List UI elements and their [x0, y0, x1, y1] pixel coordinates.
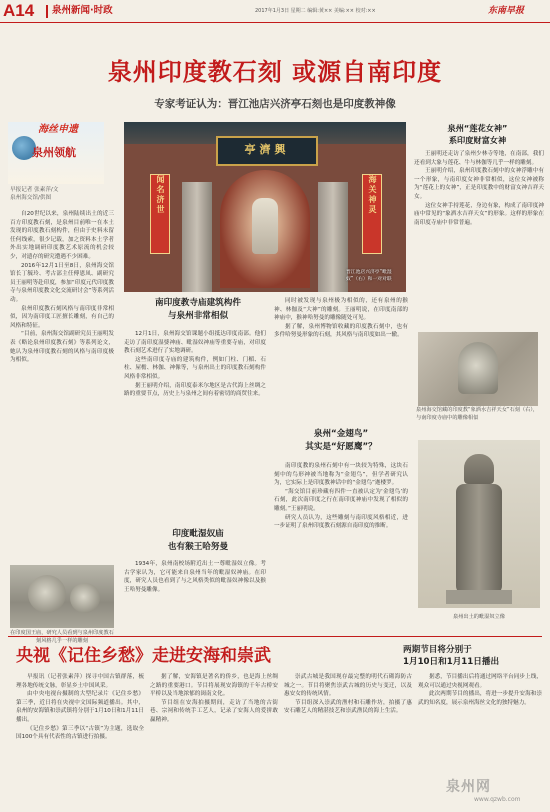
paragraph: 据悉，节目播出后将通过网络平台同步上线，观众可以通过央视网观看。: [418, 674, 542, 689]
promo-line-1: 海丝申遗: [38, 124, 78, 135]
byline: [10, 186, 110, 202]
series-promo-graphic: [8, 122, 104, 184]
photo-caption: 在印度国王庙，研究人员看到与泉州印度教石刻风格几乎一样的雕刻: [10, 630, 114, 644]
paragraph: 节目组深入崇武的渔村和石雕作坊，拍摄了惠安石雕艺人的精湛技艺和崇武渔民的海上生活。: [284, 699, 412, 715]
vishnu-statue-photo: [418, 440, 540, 608]
promo-line-2: 泉州领航: [32, 146, 76, 159]
header-divider: [46, 5, 48, 18]
left-column-body: [10, 210, 114, 562]
paragraph: 据王丽明介绍，南印度泰米尔地区是古代海上丝绸之路的重要节点，历史上与泉州之间有着密切的商贸往来。: [124, 382, 266, 398]
paragraph: 12月1日，泉州海交馆课题小组抵达印度南部。他们走访了南印度湿婆神庙、毗湿奴神庙等重要寺庙，对印度教石刻艺术进行了实地调研。: [124, 331, 266, 355]
dateline: 2017年1月3日 星期二 编辑:黄×× 美编:×× 校对:××: [255, 8, 376, 14]
temple-photo: [124, 122, 406, 292]
bottom-story-column-3: [284, 673, 412, 801]
paragraph: 南印度教的泉州石刻中有一块较为特殊，这块石刻中的鸟形神被当地称为“金翅鸟”，但学者研究认为，它实际上是印度教神话中的“金翅鸟”迦楼罗。: [274, 463, 408, 487]
vishnu-photo-caption: 泉州出土的毗湿奴立像: [453, 614, 505, 620]
couplet-right-text: 海关神灵: [368, 175, 378, 215]
paragraph: 据了解，泉州博物馆收藏的印度教石刻中，也有多件哈努曼形象的石刻，其风格与南印度如出一辙。: [274, 323, 408, 339]
statue-head: [464, 454, 494, 484]
byline-author: 早报记者 张素萍/文: [10, 187, 59, 193]
paragraph: 1934年，泉州南校场附近出土一尊毗湿奴立像。考古学家认为，它可能来自泉州当年的毗湿奴神庙。在印度，研究人员也看到了与之风格类似的毗湿奴神像以及猴王哈努曼雕像。: [124, 561, 266, 593]
paragraph: 崇武古城是我国现存最完整的明代石砌海防古城之一。节目将聚焦崇武古城的历史与变迁，以及惠安女的传统风情。: [284, 674, 412, 698]
mid-heading-line-3: 印度毗湿奴庙: [172, 529, 224, 539]
paragraph: 由中央电视台摄制的大型纪录片《记住乡愁》第三季，近日将在央视中文国际频道播出。其中，泉州的安海镇和崇武镇将分别于1月10日和1月11日播出。: [16, 691, 144, 723]
center-column-body-2: [274, 462, 408, 630]
paragraph: 泉州印度教石刻风格与南印度非常相似，因为南印度工匠擅长雕刻，有自己的风格和特征。: [10, 305, 114, 329]
site-watermark-url: www.qzwb.com: [474, 796, 521, 803]
right-heading-line-1: 泉州“莲花女神”: [447, 123, 508, 133]
mid-heading-line-4: 也有猴王哈努曼: [167, 542, 229, 552]
statue-body: [456, 484, 502, 594]
bottom-story-column-2: [150, 673, 278, 801]
elephant-carving: [28, 575, 66, 613]
paragraph: 节目组在安海拍摄期间，走访了当地的古街巷、宗祠和传统手工艺人，记录了安海人的爱拼敢赢精神。: [150, 699, 278, 723]
page-subheadline: 专家考证认为：晋江池店兴济亭石刻也是印度教神像: [154, 98, 396, 110]
center-column-body: [274, 297, 408, 425]
paragraph: 同时被发现与泉州极为相似的，还有泉州的猴神、林伽及“大神”的雕刻。王丽明说，在印度南部的神庙中，猴神哈努曼的雕像随处可见。: [274, 298, 408, 322]
bottom-story-column-1: [16, 673, 144, 801]
page-headline: 泉州印度教石刻 或源自南印度: [107, 58, 443, 86]
goddess-photo-caption: 泉州海交馆藏的印度教“象洒水吉祥天女”石刻（右），与南印度寺庙中的雕像相似: [416, 407, 539, 421]
mid-heading-line-2: 与泉州非常相似: [167, 311, 229, 321]
goddess-relief: [458, 342, 498, 394]
deity-statue: [252, 198, 278, 254]
temple-photo-caption: 晋江池店兴济亭“毗湿奴”（右）和一对对联: [346, 270, 392, 282]
stone-pillar-left: [182, 182, 212, 292]
byline-photo-credit: 泉州海交馆/供图: [10, 195, 52, 201]
paragraph: 这位女神手持莲花，身边有象，构成了南印度神庙中常见的“象洒水吉祥天女”的形象。这样的形象在南印度寺庙中非常普遍。: [414, 202, 544, 226]
paragraph: 这些南印度寺庙的建筑构件，例如门柱、门楣、石柱、屋檐、林伽、神像等，与泉州出土的印度教石刻构件风格非常相似。: [124, 356, 266, 380]
paragraph: 研究人员认为，这些雕刻与南印度风格相近，进一步证明了泉州印度教石刻源自南印度的推断。: [274, 514, 408, 530]
goddess-carving-photo: [418, 332, 538, 406]
stone-pillar-right: [318, 182, 348, 292]
stone-carving-photo: [10, 565, 114, 628]
page-number: A14: [3, 1, 35, 20]
paragraph: 《记住乡愁》第三季以“古镇”为主题，选取全国100个具有代表性的古镇进行拍摄。: [16, 725, 144, 741]
mid-column-body: [124, 330, 266, 524]
center-heading-line-2: 其实是“好愿鹰”？: [305, 442, 377, 452]
paragraph: 自20世纪以来，泉州陆续出土的近三百方印度教石刻，是泉州目前唯一在本土发现的印度教石刻构件，但由于史料未留任何线索，很少记载，加之资料本土学者外出实地调研印度教艺术原流的机会较少，对遗存的研究遭遇不少困难。: [10, 211, 114, 260]
section-title: 泉州新闻·时政: [52, 5, 113, 16]
paragraph: 2016年12月1日至8日，泉州海交馆馆长丁毓玲、考古部主任傅恩凤、副研究员王丽明等赴印度，参加“印度元代印度教寺与泉州印度教文化交流研讨会”等系列活动。: [10, 262, 114, 303]
couplet-right: [362, 174, 382, 254]
center-heading-line-1: 泉州“金翅鸟”: [313, 429, 369, 439]
paragraph: “海交馆目前珍藏有四件一直被认定为‘金翅鸟’的石刻，此次南印度之行在南印度神庙中发现了相似的雕刻。”王丽明说。: [274, 488, 408, 512]
paragraph: 早报讯（记者张素萍）探寻中国古镇群落，梳理各地传统文脉，彰显乡土中国风采。: [16, 674, 144, 689]
paragraph: 此次两期节目的播出，将进一步提升安海和崇武的知名度，展示泉州海丝文化的独特魅力。: [418, 691, 542, 706]
section-divider: [8, 636, 542, 637]
plaque-text: 亭濟興: [244, 143, 290, 156]
bottom-story-headline: 央视《记住乡愁》走进安海和崇武: [16, 646, 271, 666]
lotus-carving: [70, 583, 100, 613]
page-header: [0, 0, 550, 23]
site-watermark: 泉州网: [446, 779, 491, 795]
right-column-body: [414, 150, 544, 328]
mid-column-body-2: [124, 560, 266, 630]
statue-base: [446, 590, 512, 604]
temple-plaque: [216, 136, 318, 166]
masthead-logo: 东南早报: [488, 6, 525, 16]
couplet-left: [150, 174, 170, 254]
paragraph: 王丽明介绍，泉州印度教石刻中的女神浮雕中有一个形象，与南印度女神非常相似，这位女神被称为“莲花上的女神”，正是印度教中的财富女神吉祥天女。: [414, 168, 544, 200]
paragraph: “目前，泉州海交馆副研究员王丽明发表《略论泉州印度教石刻》等系列论文，她认为泉州印度教石刻的风格与南印度极为相似。: [10, 331, 114, 364]
couplet-left-text: 闻名济世: [156, 175, 166, 215]
paragraph: 王丽明还走访了泉州少林寺等地，在南部，我们还看到大象与莲花、牛与林伽等几乎一样的雕刻。: [414, 151, 544, 166]
bottom-story-subhead-2: 1月10日和1月11日播出: [403, 657, 500, 667]
right-heading-line-2: 系印度财富女神: [448, 135, 507, 145]
paragraph: 据了解，安海镇是著名的侨乡，也是海上丝绸之路的重要港口。节目将展现安海镇的千年古桥安平桥以及当地浓郁的闽南文化。: [150, 674, 278, 698]
mid-heading-line-1: 南印度教寺庙建筑构件: [155, 298, 241, 308]
bottom-story-subhead-1: 两期节目将分别于: [403, 645, 472, 655]
